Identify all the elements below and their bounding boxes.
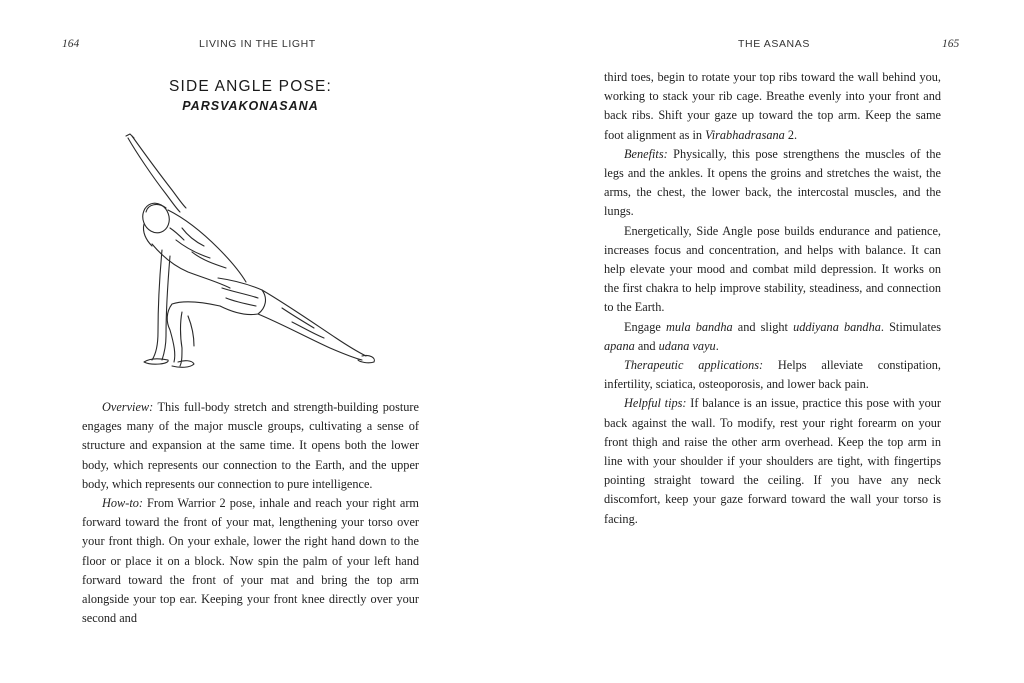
tips-paragraph — [604, 394, 941, 528]
engage-term-udana-vayu: udana vayu — [658, 338, 716, 353]
howto-text: From Warrior 2 pose, inhale and reach your right arm forward toward the front of your mat, lengthening your torso over your front thigh. On your exhale, lower the right hand down to the floor or place it on a block. Now spin the palm of your left hand forward toward the front of your mat and bring the top arm alongside your top ear. Keeping your front knee directly over your second and — [82, 496, 419, 626]
howto-label: How-to: — [102, 496, 143, 511]
engage-text-e: . — [715, 338, 719, 353]
engage-text-a: Engage — [624, 319, 666, 334]
continued-term: Virabhadrasana — [705, 127, 785, 142]
therapeutic-label: Therapeutic applications: — [624, 358, 764, 373]
energetic-paragraph: Energetically, Side Angle pose builds endurance and patience, increases focus and concentration, and helps with balance. It can help elevate your mood and combat mild depression. It works on the first chakra to help improve stability, steadiness, and connection to the Earth. — [604, 223, 941, 315]
page-number-left: 164 — [62, 38, 80, 50]
continued-text-b: 2. — [784, 127, 798, 142]
overview-label: Overview: — [102, 400, 154, 414]
running-head-left: LIVING IN THE LIGHT — [199, 38, 316, 50]
running-head-right: THE ASANAS — [738, 38, 810, 50]
overview-text: This full-body stretch and strength-building posture engages many of the major muscle groups, cultivating a sense of structure and expansion at the same time. It opens both the lower body, which represents our connection to the Earth, and the upper body, which represents our connection to pure intelligence. — [82, 400, 419, 491]
yoga-side-angle-pose-illustration — [122, 132, 382, 372]
pose-title: SIDE ANGLE POSE: — [168, 78, 333, 95]
therapeutic-text: Helps alleviate constipation, infertility, sciatica, osteoporosis, and lower back pain. — [604, 358, 941, 392]
overview-paragraph — [82, 398, 419, 494]
engage-term-mula-bandha: mula bandha — [666, 319, 733, 334]
engage-paragraph — [604, 318, 941, 356]
page-number-right: 165 — [942, 38, 960, 50]
benefits-text: Physically, this pose strengthens the muscles of the legs and the ankles. It opens the groins and stretches the waist, the arms, the chest, the lower back, the intercostal muscles, and the lungs. — [604, 146, 941, 219]
engage-text-b: and slight — [732, 319, 794, 334]
tips-label: Helpful tips: — [624, 396, 687, 411]
howto-paragraph — [82, 494, 419, 628]
tips-text: If balance is an issue, practice this pose with your back against the wall. To modify, rest your right forearm on your front thigh and raise the other arm overhead. Keep the top arm in line with your shoulder if your shoulders are tight, with fingertips pointing straight toward the ceiling. If you have any neck discomfort, keep your gaze forward toward the wall your torso is facing. — [604, 396, 941, 526]
continued-paragraph — [604, 68, 941, 145]
benefits-label: Benefits: — [624, 146, 668, 161]
continued-text-a: third toes, begin to rotate your top ribs toward the wall behind you, working to stack your rib cage. Breathe evenly into your front and back ribs. Shift your gaze up toward the top arm. Keep the same foot alignment as in — [604, 70, 941, 142]
right-body-text — [604, 68, 941, 529]
pose-subtitle: PARSVAKONASANA — [182, 99, 319, 113]
benefits-paragraph — [604, 145, 941, 222]
engage-text-d: and — [634, 338, 659, 353]
engage-term-uddiyana-bandha: uddiyana bandha — [793, 319, 881, 334]
left-body-text — [82, 398, 419, 628]
engage-text-c: . Stimulates — [880, 319, 941, 334]
therapeutic-paragraph — [604, 356, 941, 394]
engage-term-apana: apana — [604, 338, 635, 353]
